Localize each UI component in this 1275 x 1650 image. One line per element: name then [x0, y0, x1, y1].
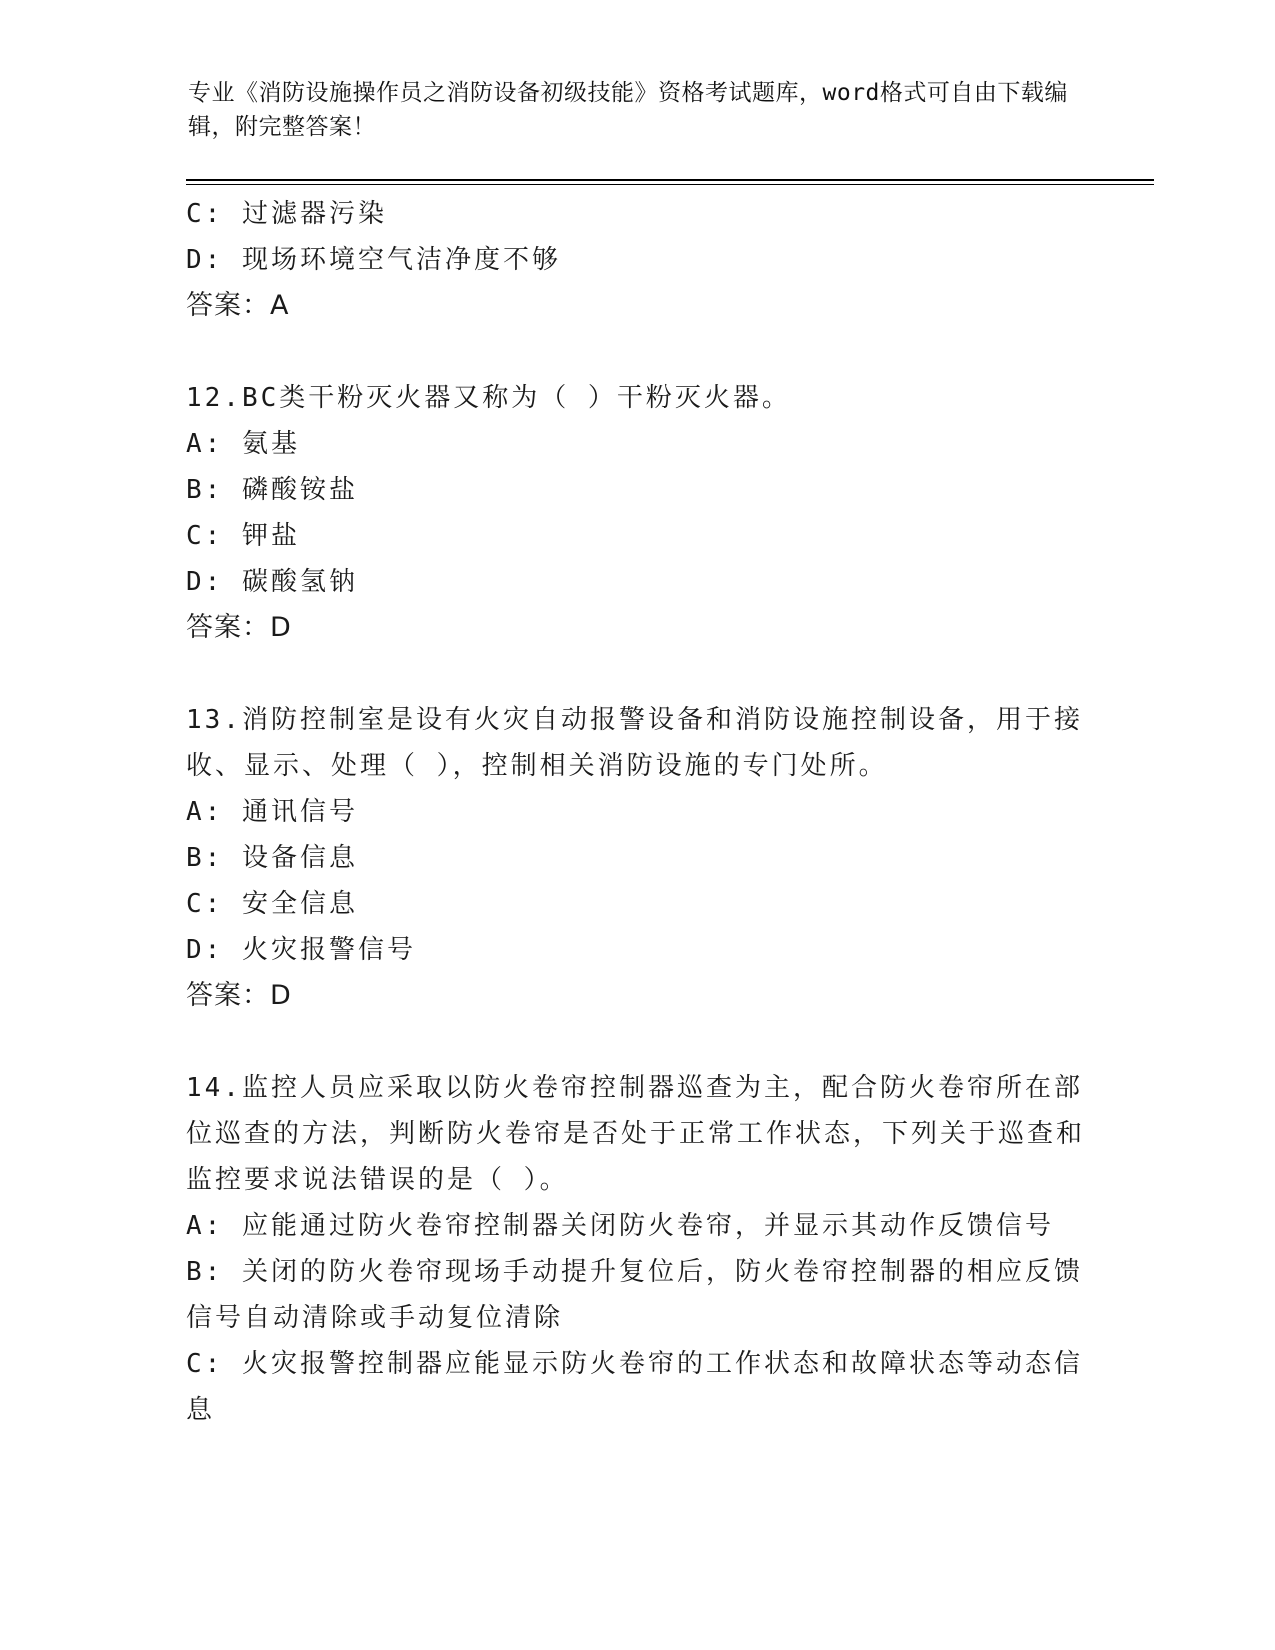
- answer-line: 答案：D: [186, 612, 292, 643]
- option-d: D: 火灾报警信号: [186, 935, 416, 965]
- question-stem: 13.消防控制室是设有火灾自动报警设备和消防设施控制设备，用于接收、显示、处理（ ），控制相关消防设施的专门处所。: [186, 705, 1083, 781]
- question-12: [186, 375, 1086, 651]
- question-stem: 14.监控人员应采取以防火卷帘控制器巡查为主，配合防火卷帘所在部位巡查的方法，判断防火卷帘是否处于正常工作状态，下列关于巡查和监控要求说法错误的是（ ）。: [186, 1073, 1086, 1195]
- document-body: [186, 191, 1086, 1433]
- option-b: B: 关闭的防火卷帘现场手动提升复位后，防火卷帘控制器的相应反馈信号自动清除或手动复位清除: [186, 1257, 1083, 1333]
- option-d: D: 现场环境空气洁净度不够: [186, 245, 561, 275]
- header-rule-thin: [186, 184, 1154, 185]
- option-c: C: 钾盐: [186, 521, 300, 551]
- option-b: B: 设备信息: [186, 843, 358, 873]
- option-a: A: 通讯信号: [186, 797, 358, 827]
- option-a: A: 氨基: [186, 429, 300, 459]
- option-c: C: 火灾报警控制器应能显示防火卷帘的工作状态和故障状态等动态信息: [186, 1349, 1083, 1425]
- answer-line: 答案：D: [186, 980, 292, 1011]
- option-c: C: 过滤器污染: [186, 199, 387, 229]
- document-header: 专业《消防设施操作员之消防设备初级技能》资格考试题库，word格式可自由下载编辑，附完整答案！: [188, 80, 1068, 140]
- header-rule-thick: [186, 179, 1154, 181]
- option-a: A: 应能通过防火卷帘控制器关闭防火卷帘，并显示其动作反馈信号: [186, 1211, 1054, 1241]
- question-stem: 12.BC类干粉灭火器又称为（ ）干粉灭火器。: [186, 383, 791, 413]
- option-d: D: 碳酸氢钠: [186, 567, 358, 597]
- option-c: C: 安全信息: [186, 889, 358, 919]
- question-14: [186, 1065, 1086, 1433]
- answer-line: 答案：A: [186, 290, 290, 321]
- partial-question: [186, 191, 1086, 329]
- question-13: [186, 697, 1086, 1019]
- option-b: B: 磷酸铵盐: [186, 475, 358, 505]
